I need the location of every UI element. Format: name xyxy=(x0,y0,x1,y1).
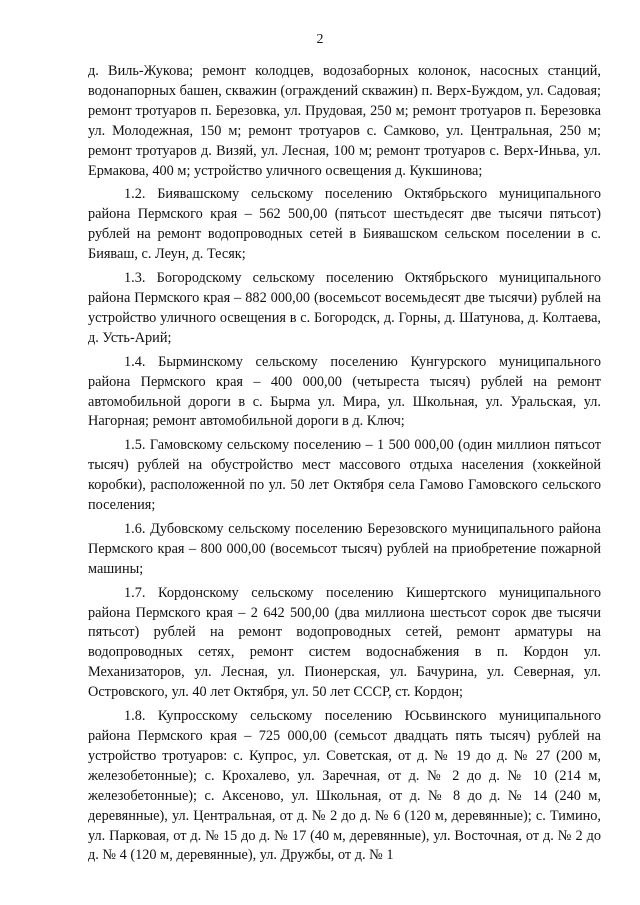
page-number: 2 xyxy=(316,32,324,47)
paragraph-item-1-8: 1.8. Купросскому сельскому поселению Юсьвинского муниципального района Пермского края – 725 000,00 (семьсот двадцать пять тысяч) рублей на устройство тротуаров: с. Купрос, ул. Советская, от д. № 19 до д. № 27 (200 м, железобетонные); с. Крохалево, ул. Заречная, от д. № 2 до д. № 10 (214 м, железобетонные); с. Аксеново, ул. Школьная, от д. № 8 до д. № 14 (240 м, деревянные), ул. Центральная, от д. № 2 до д. № 6 (120 м, деревянные); с. Тимино, ул. Парковая, от д. № 15 до д. № 17 (40 м, деревянные), ул. Восточная, от д. № 2 до д. № 4 (120 м, деревянные), ул. Дружбы, от д. № 1 xyxy=(88,708,601,864)
paragraph-item-1-7: 1.7. Кордонскому сельскому поселению Кишертского муниципального района Пермского края – 2 642 500,00 (два миллиона шестьсот сорок две тысячи пятьсот) рублей на ремонт водопроводных сетей, ремонт арматуры на водопроводных сетях, ремонт систем водоснабжения в п. Кордон ул. Механизаторов, ул. Лесная, ул. Пионерская, ул. Бачурина, ул. Северная, ул. Островского, ул. 40 лет Октября, ул. 50 лет СССР, ст. Кордон; xyxy=(88,584,601,701)
paragraph-item-1-2: 1.2. Биявашскому сельскому поселению Октябрьского муниципального района Пермского края – 562 500,00 (пятьсот шестьдесят две тысячи пятьсот) рублей на ремонт водопроводных сетей в Биявашском сельском поселении в с. Бияваш, с. Леун, д. Тесяк; xyxy=(88,186,601,263)
paragraph-item-1-4: 1.4. Бырминскому сельскому поселению Кунгурского муниципального района Пермского края – 400 000,00 (четыреста тысяч) рублей на ремонт автомобильной дороги в с. Бырма ул. Мира, ул. Школьная, ул. Уральская, ул. Нагорная; ремонт автомобильной дороги в д. Ключ; xyxy=(88,353,601,430)
paragraph-item-1-6: 1.6. Дубовскому сельскому поселению Березовского муниципального района Пермского края – 800 000,00 (восемьсот тысяч) рублей на приобретение пожарной машины; xyxy=(88,520,601,577)
paragraph-continuation: д. Виль-Жукова; ремонт колодцев, водозаборных колонок, насосных станций, водонапорных башен, скважин (ограждений скважин) п. Верх-Буждом, ул. Садовая; ремонт тротуаров п. Березовка, ул. Прудовая, 250 м; ремонт тротуаров п. Березовка ул. Молодежная, 150 м; ремонт тротуаров с. Самково, ул. Центральная, 250 м; ремонт тротуаров д. Визяй, ул. Лесная, 100 м; ремонт тротуаров с. Верх-Иньва, ул. Ермакова, 400 м; устройство уличного освещения д. Кукшинова; xyxy=(88,63,601,179)
paragraph-item-1-5: 1.5. Гамовскому сельскому поселению – 1 500 000,00 (один миллион пятьсот тысяч) рублей на обустройство мест массового отдыха населения (хоккейной коробки), расположенной по ул. 50 лет Октября села Гамово Гамовского сельского поселения; xyxy=(88,437,601,514)
paragraph-item-1-3: 1.3. Богородскому сельскому поселению Октябрьского муниципального района Пермского края – 882 000,00 (восемьсот восемьдесят две тысячи) рублей на устройство уличного освещения в с. Богородск, д. Горны, д. Шатунова, д. Колтаева, д. Усть-Арий; xyxy=(88,270,601,346)
document-body xyxy=(88,62,601,866)
